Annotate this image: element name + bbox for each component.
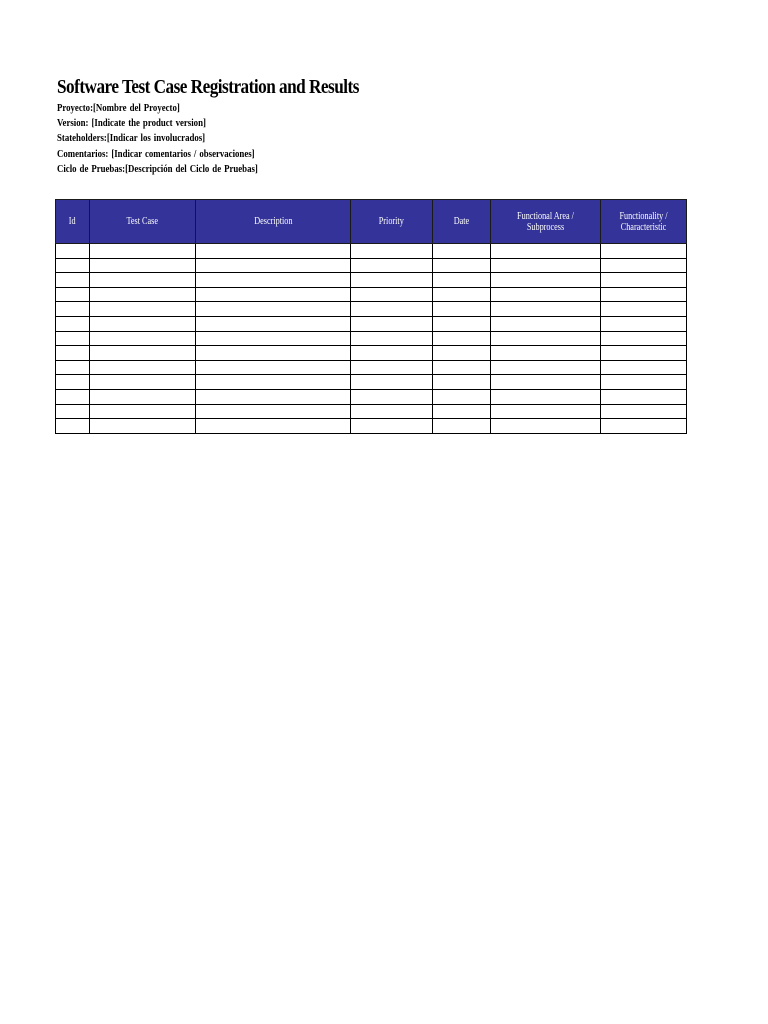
table-cell[interactable] — [56, 346, 90, 361]
table-cell[interactable] — [90, 244, 196, 259]
table-cell[interactable] — [491, 316, 601, 331]
table-cell[interactable] — [56, 316, 90, 331]
column-header-test-case: Test Case — [90, 200, 196, 244]
page-title: Software Test Case Registration and Results — [57, 76, 359, 98]
table-cell[interactable] — [601, 273, 687, 288]
table-row — [56, 360, 687, 375]
meta-test-cycle — [57, 162, 258, 177]
table-cell[interactable] — [90, 287, 196, 302]
table-cell[interactable] — [196, 273, 351, 288]
table-cell[interactable] — [491, 346, 601, 361]
table-cell[interactable] — [491, 273, 601, 288]
table-cell[interactable] — [196, 258, 351, 273]
meta-project — [57, 101, 258, 116]
meta-comments — [57, 147, 258, 162]
table-cell[interactable] — [433, 404, 491, 419]
table-row — [56, 404, 687, 419]
table-cell[interactable] — [196, 287, 351, 302]
table-header-row — [56, 200, 687, 244]
table-cell[interactable] — [433, 331, 491, 346]
table-cell[interactable] — [491, 389, 601, 404]
table-cell[interactable] — [351, 419, 433, 434]
table-cell[interactable] — [56, 302, 90, 317]
test-case-table — [55, 199, 687, 434]
table-cell[interactable] — [491, 287, 601, 302]
table-cell[interactable] — [491, 404, 601, 419]
table-cell[interactable] — [433, 287, 491, 302]
meta-label: Stateholders: — [57, 132, 107, 145]
table-cell[interactable] — [351, 404, 433, 419]
table-cell[interactable] — [433, 302, 491, 317]
table-cell[interactable] — [56, 389, 90, 404]
table-cell[interactable] — [90, 302, 196, 317]
table-row — [56, 302, 687, 317]
meta-label: Ciclo de Pruebas: — [57, 162, 126, 175]
table-row — [56, 273, 687, 288]
table-row — [56, 375, 687, 390]
column-header-functionality: Functionality / Characteristic — [601, 200, 687, 244]
meta-value: [Descripción del Ciclo de Pruebas] — [125, 162, 258, 175]
table-cell[interactable] — [196, 360, 351, 375]
table-row — [56, 389, 687, 404]
table-cell[interactable] — [351, 287, 433, 302]
column-header-priority: Priority — [351, 200, 433, 244]
table-row — [56, 316, 687, 331]
table-cell[interactable] — [351, 375, 433, 390]
table-cell[interactable] — [601, 287, 687, 302]
table-cell[interactable] — [601, 258, 687, 273]
table-cell[interactable] — [601, 302, 687, 317]
table-cell[interactable] — [351, 302, 433, 317]
table-cell[interactable] — [433, 258, 491, 273]
table-cell[interactable] — [56, 331, 90, 346]
meta-label: Comentarios: — [57, 147, 109, 160]
table-cell[interactable] — [351, 346, 433, 361]
table-cell[interactable] — [601, 360, 687, 375]
table-row — [56, 419, 687, 434]
table-cell[interactable] — [601, 331, 687, 346]
table-cell[interactable] — [196, 346, 351, 361]
table-cell[interactable] — [491, 360, 601, 375]
table-cell[interactable] — [196, 316, 351, 331]
column-header-date: Date — [433, 200, 491, 244]
table-cell[interactable] — [433, 419, 491, 434]
table-cell[interactable] — [491, 331, 601, 346]
table-cell[interactable] — [90, 419, 196, 434]
table-cell[interactable] — [90, 404, 196, 419]
table-cell[interactable] — [601, 375, 687, 390]
table-cell[interactable] — [196, 302, 351, 317]
table-cell[interactable] — [56, 287, 90, 302]
table-cell[interactable] — [196, 244, 351, 259]
table-cell[interactable] — [56, 404, 90, 419]
table-cell[interactable] — [433, 244, 491, 259]
table-cell[interactable] — [351, 316, 433, 331]
table-row — [56, 244, 687, 259]
table-cell[interactable] — [56, 375, 90, 390]
table-cell[interactable] — [56, 258, 90, 273]
table-cell[interactable] — [90, 389, 196, 404]
table-cell[interactable] — [491, 375, 601, 390]
table-cell[interactable] — [196, 419, 351, 434]
table-cell[interactable] — [90, 258, 196, 273]
meta-label: Proyecto: — [57, 102, 93, 114]
table-body — [56, 244, 687, 434]
table-cell[interactable] — [196, 375, 351, 390]
table-row — [56, 331, 687, 346]
table-cell[interactable] — [196, 331, 351, 346]
table-cell[interactable] — [351, 258, 433, 273]
table-cell[interactable] — [491, 419, 601, 434]
table-cell[interactable] — [90, 331, 196, 346]
table-cell[interactable] — [601, 389, 687, 404]
meta-value: [Indicate the product version] — [88, 117, 206, 130]
meta-value: [Indicar comentarios / observaciones] — [108, 147, 255, 160]
table-cell[interactable] — [601, 404, 687, 419]
table-cell[interactable] — [433, 360, 491, 375]
table-cell[interactable] — [351, 273, 433, 288]
table-cell[interactable] — [90, 316, 196, 331]
table-cell[interactable] — [433, 346, 491, 361]
table-row — [56, 258, 687, 273]
table-cell[interactable] — [196, 404, 351, 419]
table-cell[interactable] — [90, 273, 196, 288]
table-cell[interactable] — [433, 389, 491, 404]
column-header-description: Description — [196, 200, 351, 244]
meta-value: [Indicar los involucrados] — [106, 132, 206, 145]
table-row — [56, 287, 687, 302]
table-cell[interactable] — [601, 419, 687, 434]
table-cell[interactable] — [56, 360, 90, 375]
table-cell[interactable] — [351, 244, 433, 259]
table-cell[interactable] — [433, 273, 491, 288]
table-cell[interactable] — [196, 389, 351, 404]
document-metadata — [57, 101, 258, 177]
table-cell[interactable] — [351, 360, 433, 375]
meta-version — [57, 116, 258, 131]
meta-value: [Nombre del Proyecto] — [93, 102, 180, 114]
table-cell[interactable] — [56, 244, 90, 259]
table-cell[interactable] — [90, 346, 196, 361]
table-cell[interactable] — [433, 316, 491, 331]
table-cell[interactable] — [56, 419, 90, 434]
table-cell[interactable] — [351, 331, 433, 346]
table-row — [56, 346, 687, 361]
table-cell[interactable] — [90, 360, 196, 375]
table-cell[interactable] — [433, 375, 491, 390]
table-cell[interactable] — [491, 258, 601, 273]
column-header-id: Id — [56, 200, 90, 244]
table-cell[interactable] — [351, 389, 433, 404]
table-cell[interactable] — [601, 346, 687, 361]
table-cell[interactable] — [601, 316, 687, 331]
meta-stakeholders — [57, 131, 258, 146]
column-header-functional-area: Functional Area / Subprocess — [491, 200, 601, 244]
table-cell[interactable] — [491, 302, 601, 317]
table-cell[interactable] — [90, 375, 196, 390]
table-cell[interactable] — [56, 273, 90, 288]
table-cell[interactable] — [601, 244, 687, 259]
table-cell[interactable] — [491, 244, 601, 259]
meta-label: Version: — [57, 117, 89, 130]
